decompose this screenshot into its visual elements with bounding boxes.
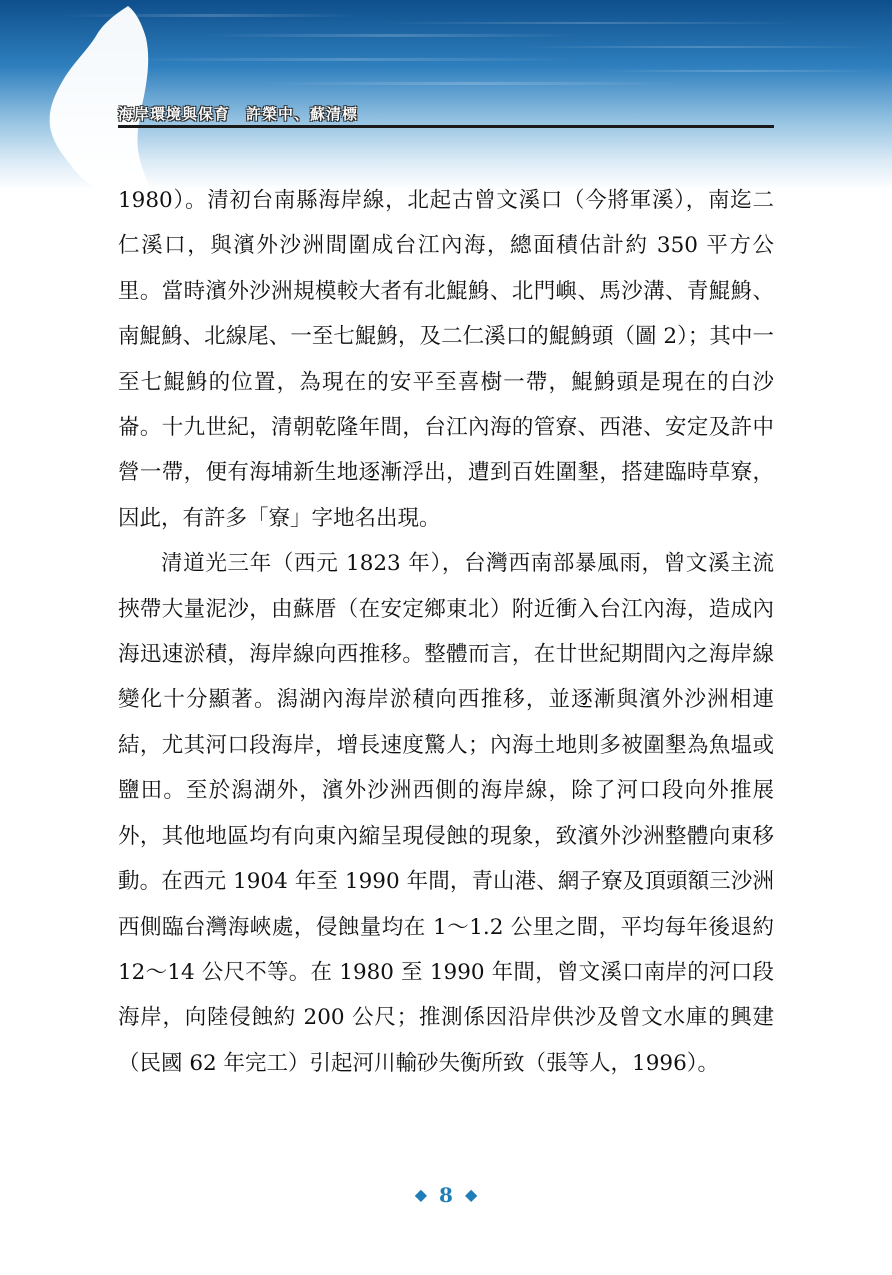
body-text	[118, 178, 774, 1086]
sea-background	[0, 0, 892, 190]
paragraph-2: 清道光三年（西元 1823 年），台灣西南部暴風雨，曾文溪主流挾帶大量泥沙，由蘇厝（在安定鄉東北）附近衝入台江內海，造成內海迅速淤積，海岸線向西推移。整體而言，在廿世紀期間內之海岸線變化十分顯著。潟湖內海岸淤積向西推移，並逐漸與濱外沙洲相連結，尤其河口段海岸，增長速度驚人；內海土地則多被圍墾為魚塭或鹽田。至於潟湖外，濱外沙洲西側的海岸線，除了河口段向外推展外，其他地區均有向東內縮呈現侵蝕的現象，致濱外沙洲整體向東移動。在西元 1904 年至 1990 年間，青山港、網子寮及頂頭額三沙洲西側臨台灣海峽處，侵蝕量均在 1～1.2 公里之間，平均每年後退約 12～14 公尺不等。在 1980 至 1990 年間，曾文溪口南岸的河口段海岸，向陸侵蝕約 200 公尺；推測係因沿岸供沙及曾文水庫的興建（民國 62 年完工）引起河川輸砂失衡所致（張等人，1996）。	[118, 551, 774, 1076]
page-footer	[0, 1183, 892, 1207]
diamond-right-icon: ◆	[464, 1185, 478, 1204]
header-banner	[0, 0, 892, 190]
running-header-title: 海岸環境與保育 許榮中、蘇清標	[118, 105, 359, 123]
paragraph-1: 1980）。清初台南縣海岸線，北起古曾文溪口（今將軍溪），南迄二仁溪口，與濱外沙洲間圍成台江內海，總面積估計約 350 平方公里。當時濱外沙洲規模較大者有北鯤鯓、北門嶼、馬沙溝、青鯤鯓、南鯤鯓、北線尾、一至七鯤鯓，及二仁溪口的鯤鯓頭（圖 2）；其中一至七鯤鯓的位置，為現在的安平至喜樹一帶，鯤鯓頭是現在的白沙崙。十九世紀，清朝乾隆年間，台江內海的管寮、西港、安定及許中營一帶，便有海埔新生地逐漸浮出，遭到百姓圍墾，搭建臨時草寮，因此，有許多「寮」字地名出現。	[118, 188, 774, 531]
header-divider	[118, 125, 774, 128]
diamond-left-icon: ◆	[414, 1185, 428, 1204]
page-number: 8	[439, 1183, 453, 1207]
